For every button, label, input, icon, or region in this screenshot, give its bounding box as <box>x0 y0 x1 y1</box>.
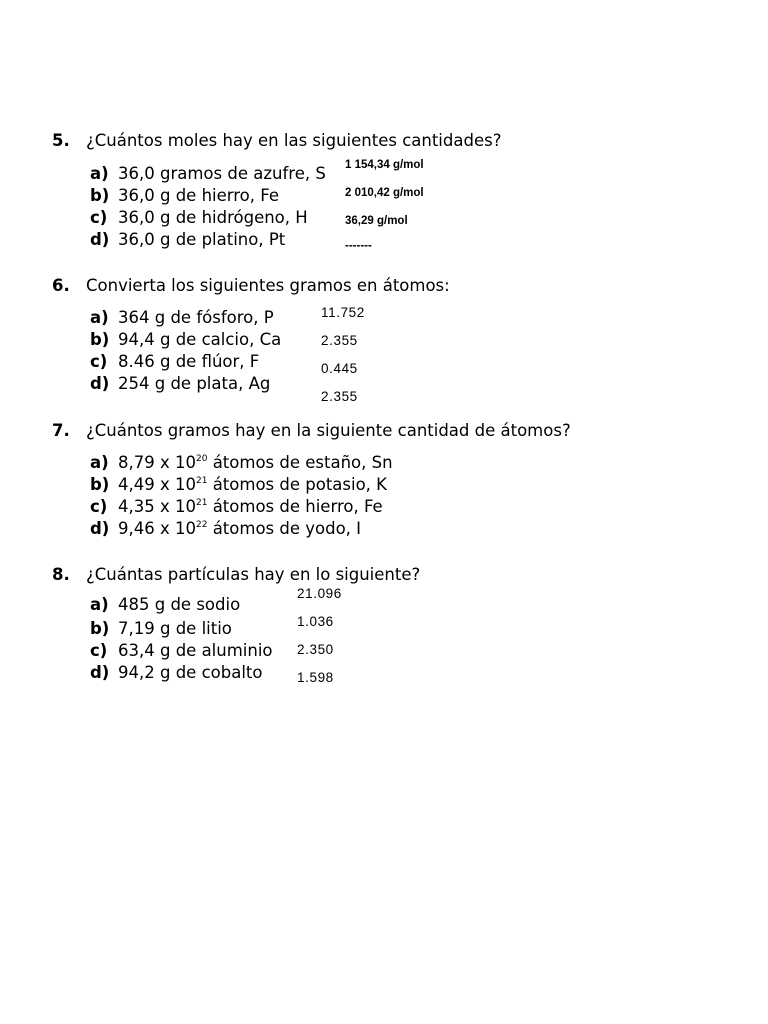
q6-item-b <box>90 330 281 349</box>
item-letter: d) <box>90 230 110 249</box>
q7-item-b <box>90 475 387 494</box>
question-6-title <box>52 276 450 295</box>
q5-answer-b: 2 010,42 g/mol <box>345 187 424 199</box>
question-text: ¿Cuántos moles hay en las siguientes cantidades? <box>86 131 502 150</box>
item-exponent: 22 <box>196 520 208 530</box>
item-exponent: 21 <box>196 476 208 486</box>
question-number: 8. <box>52 565 70 584</box>
item-letter: c) <box>90 208 108 227</box>
item-letter: b) <box>90 330 110 349</box>
item-letter: d) <box>90 374 110 393</box>
question-5-title <box>52 131 501 150</box>
item-text-post: átomos de hierro, Fe <box>207 497 383 516</box>
item-text: 36,0 gramos de azufre, S <box>118 164 326 183</box>
q6-answer-b: 2.355 <box>321 333 358 348</box>
q5-item-b <box>90 186 279 205</box>
question-8-title <box>52 565 420 584</box>
question-text: Convierta los siguientes gramos en átomos: <box>86 276 450 295</box>
item-text-post: átomos de estaño, Sn <box>207 453 393 472</box>
item-text: 8.46 g de flúor, F <box>118 352 260 371</box>
item-text-pre: 8,79 x 10 <box>118 453 196 472</box>
item-letter: a) <box>90 308 109 327</box>
item-text-pre: 9,46 x 10 <box>118 519 196 538</box>
item-letter: b) <box>90 475 110 494</box>
q8-answer-b: 1.036 <box>297 614 334 629</box>
q8-answer-d: 1.598 <box>297 670 334 685</box>
item-letter: c) <box>90 641 108 660</box>
q6-item-c <box>90 352 259 371</box>
q8-item-d <box>90 663 262 682</box>
item-text-pre: 4,35 x 10 <box>118 497 196 516</box>
item-text: 36,0 g de hidrógeno, H <box>118 208 308 227</box>
item-text: 485 g de sodio <box>118 595 241 614</box>
q5-item-c <box>90 208 308 227</box>
item-text: 36,0 g de hierro, Fe <box>118 186 280 205</box>
item-text: 36,0 g de platino, Pt <box>118 230 286 249</box>
q8-answer-a: 21.096 <box>297 586 342 601</box>
q6-item-a <box>90 308 274 327</box>
item-text: 364 g de fósforo, P <box>118 308 274 327</box>
item-text: 63,4 g de aluminio <box>118 641 273 660</box>
item-text-post: átomos de potasio, K <box>207 475 387 494</box>
q6-answer-c: 0.445 <box>321 361 358 376</box>
item-letter: b) <box>90 619 110 638</box>
item-text-post: átomos de yodo, I <box>207 519 362 538</box>
q6-answer-d: 2.355 <box>321 389 358 404</box>
q5-item-d <box>90 230 285 249</box>
item-exponent: 20 <box>196 454 208 464</box>
item-letter: c) <box>90 497 108 516</box>
item-exponent: 21 <box>196 498 208 508</box>
question-number: 5. <box>52 131 70 150</box>
q5-answer-d: ------- <box>345 240 372 252</box>
item-letter: d) <box>90 663 110 682</box>
q8-item-c <box>90 641 273 660</box>
item-text: 94,4 g de calcio, Ca <box>118 330 282 349</box>
question-7-title <box>52 421 571 440</box>
question-number: 6. <box>52 276 70 295</box>
q8-item-b <box>90 619 232 638</box>
q8-item-a <box>90 595 240 614</box>
item-text-pre: 4,49 x 10 <box>118 475 196 494</box>
item-text: 7,19 g de litio <box>118 619 232 638</box>
q5-item-a <box>90 164 326 183</box>
item-letter: d) <box>90 519 110 538</box>
question-text: ¿Cuántas partículas hay en lo siguiente? <box>86 565 421 584</box>
item-letter: a) <box>90 595 109 614</box>
q6-item-d <box>90 374 270 393</box>
q7-item-c <box>90 497 383 516</box>
item-letter: c) <box>90 352 108 371</box>
q5-answer-a: 1 154,34 g/mol <box>345 159 424 171</box>
question-text: ¿Cuántos gramos hay en la siguiente cantidad de átomos? <box>86 421 571 440</box>
question-number: 7. <box>52 421 70 440</box>
item-letter: b) <box>90 186 110 205</box>
q5-answer-c: 36,29 g/mol <box>345 215 408 227</box>
item-text: 94,2 g de cobalto <box>118 663 263 682</box>
item-letter: a) <box>90 453 109 472</box>
q8-answer-c: 2.350 <box>297 642 334 657</box>
item-text: 254 g de plata, Ag <box>118 374 271 393</box>
q6-answer-a: 11.752 <box>321 305 365 320</box>
q7-item-a <box>90 453 393 472</box>
q7-item-d <box>90 519 361 538</box>
item-letter: a) <box>90 164 109 183</box>
